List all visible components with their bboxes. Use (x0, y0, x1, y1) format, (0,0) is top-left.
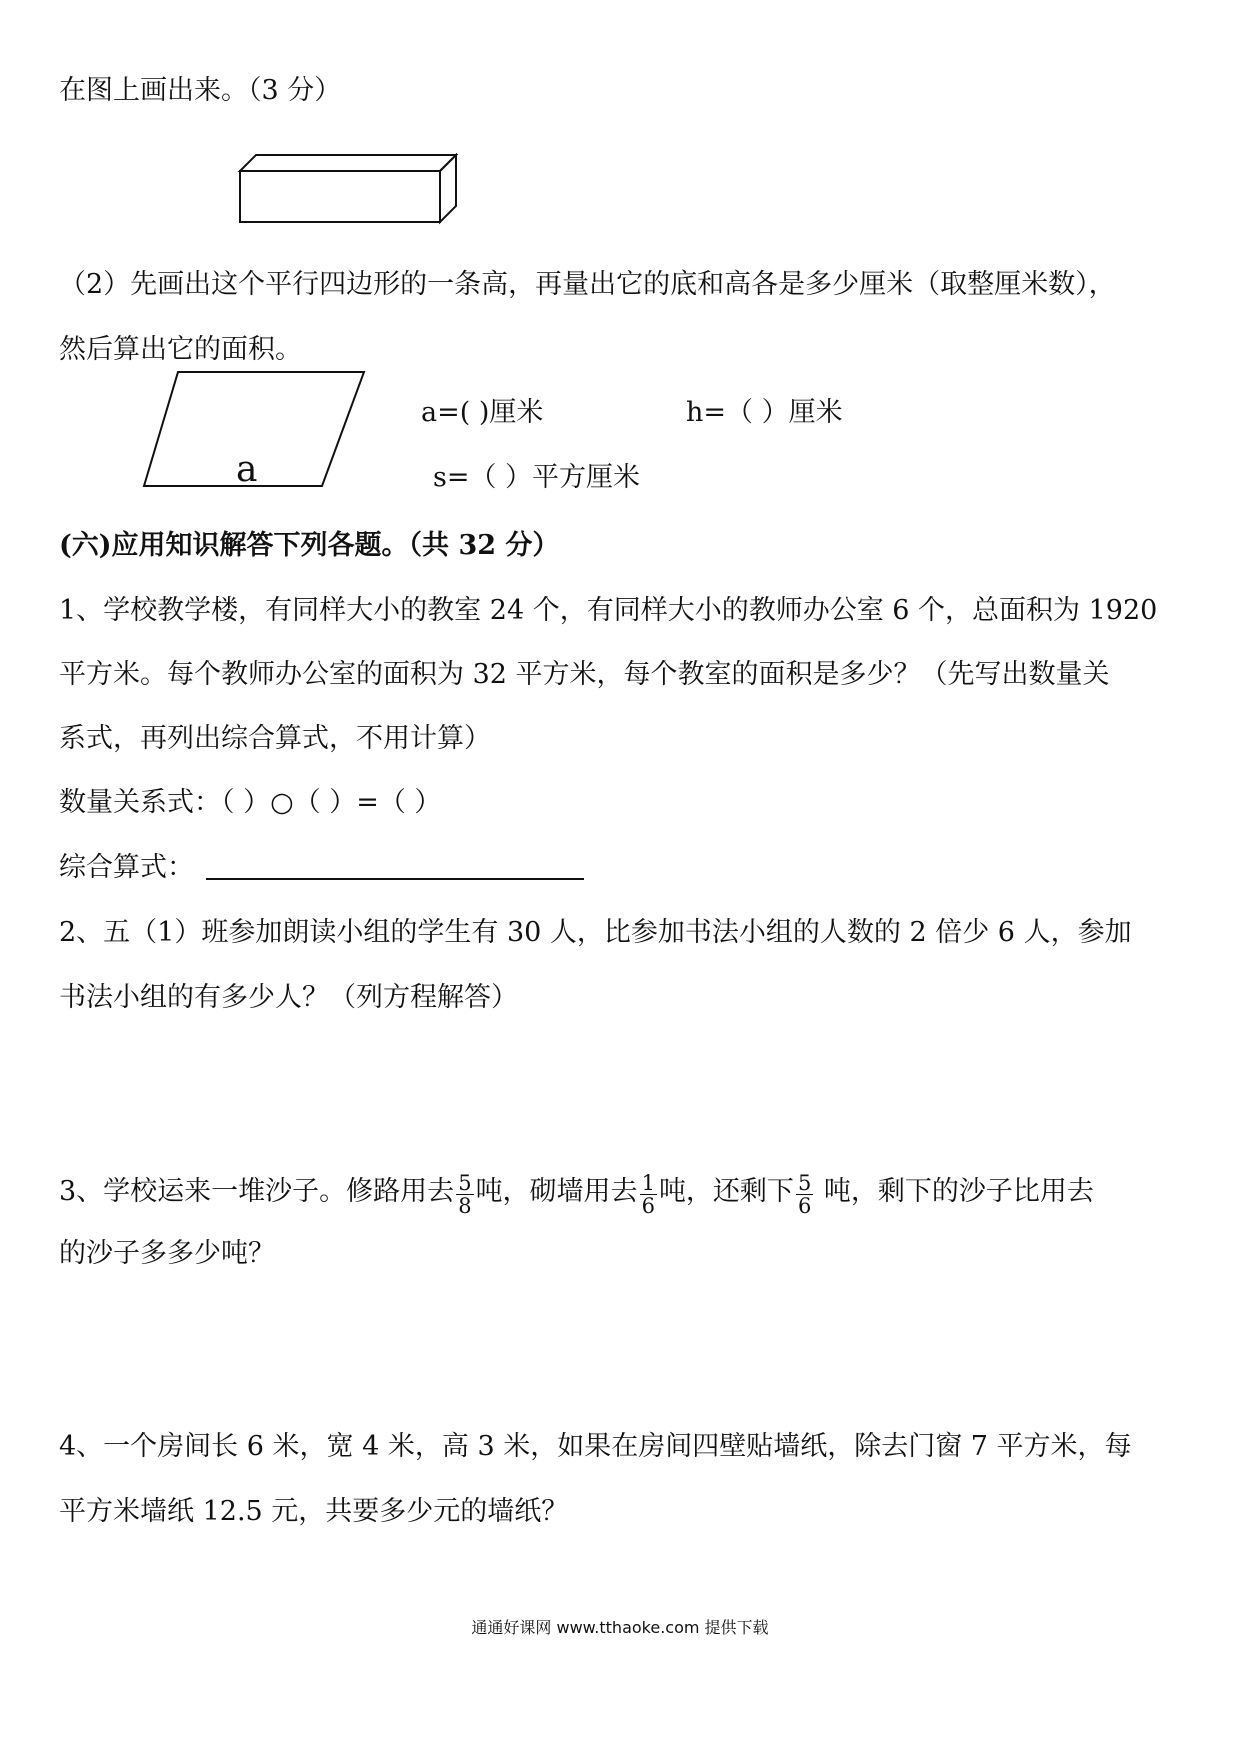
answer-underline (206, 878, 584, 880)
fraction-5-8 (456, 1172, 473, 1217)
instruction-text: 在图上画出来。（3 分） (59, 75, 342, 106)
q3-text-2: 吨，砌墙用去 (475, 1176, 638, 1207)
q4-line2: 平方米墙纸 12.5 元，共要多少元的墙纸？ (59, 1496, 569, 1527)
fraction-denominator: 6 (641, 1194, 655, 1218)
q3-text-1: 3、学校运来一堆沙子。修路用去 (59, 1176, 455, 1207)
footer-credit: 通通好课网 www.tthaoke.com 提供下载 (471, 1618, 769, 1637)
fraction-denominator: 6 (797, 1194, 812, 1218)
fraction-denominator: 8 (458, 1194, 472, 1218)
question-part2-line1: （2）先画出这个平行四边形的一条高，再量出它的底和高各是多少厘米（取整厘米数）， (59, 269, 1116, 300)
fraction-numerator: 5 (458, 1171, 472, 1195)
base-answer: a=( )厘米 (421, 397, 544, 428)
section-heading: (六)应用知识解答下列各题。（共 32 分） (59, 530, 560, 561)
height-answer: h=（ ）厘米 (686, 397, 843, 428)
fraction-numerator: 1 (641, 1171, 655, 1195)
q1-line3: 系式，再列出综合算式，不用计算） (59, 723, 491, 754)
area-answer: s=（ ）平方厘米 (433, 462, 641, 493)
parallelogram-label: a (236, 449, 258, 490)
q1-line2: 平方米。每个教师办公室的面积为 32 平方米，每个教室的面积是多少？（先写出数量关 (59, 659, 1110, 690)
q3-text-4: 吨，剩下的沙子比用去 (815, 1176, 1094, 1207)
q2-line1: 2、五（1）班参加朗读小组的学生有 30 人，比参加书法小组的人数的 2 倍少 6 人，参加 (59, 917, 1132, 948)
q4-line1: 4、一个房间长 6 米，宽 4 米，高 3 米，如果在房间四壁贴墙纸，除去门窗 7 平方米，每 (59, 1431, 1132, 1462)
q3-line1 (59, 1170, 1094, 1218)
q2-line2: 书法小组的有多少人？（列方程解答） (59, 982, 518, 1013)
cuboid-figure (238, 152, 468, 224)
q3-text-3: 吨，还剩下 (658, 1176, 794, 1207)
fraction-numerator: 5 (797, 1171, 812, 1195)
q1-relation: 数量关系式：（ ）○（ ）=（ ） (59, 787, 442, 818)
question-part2-line2: 然后算出它的面积。 (59, 334, 302, 365)
fraction-1-6 (640, 1172, 657, 1217)
fraction-5-6 (796, 1172, 813, 1217)
q1-line1: 1、学校教学楼，有同样大小的教室 24 个，有同样大小的教师办公室 6 个，总面积为 1920 (59, 595, 1158, 626)
q3-line2: 的沙子多多少吨？ (59, 1238, 275, 1269)
q1-formula-label: 综合算式： (59, 852, 194, 883)
